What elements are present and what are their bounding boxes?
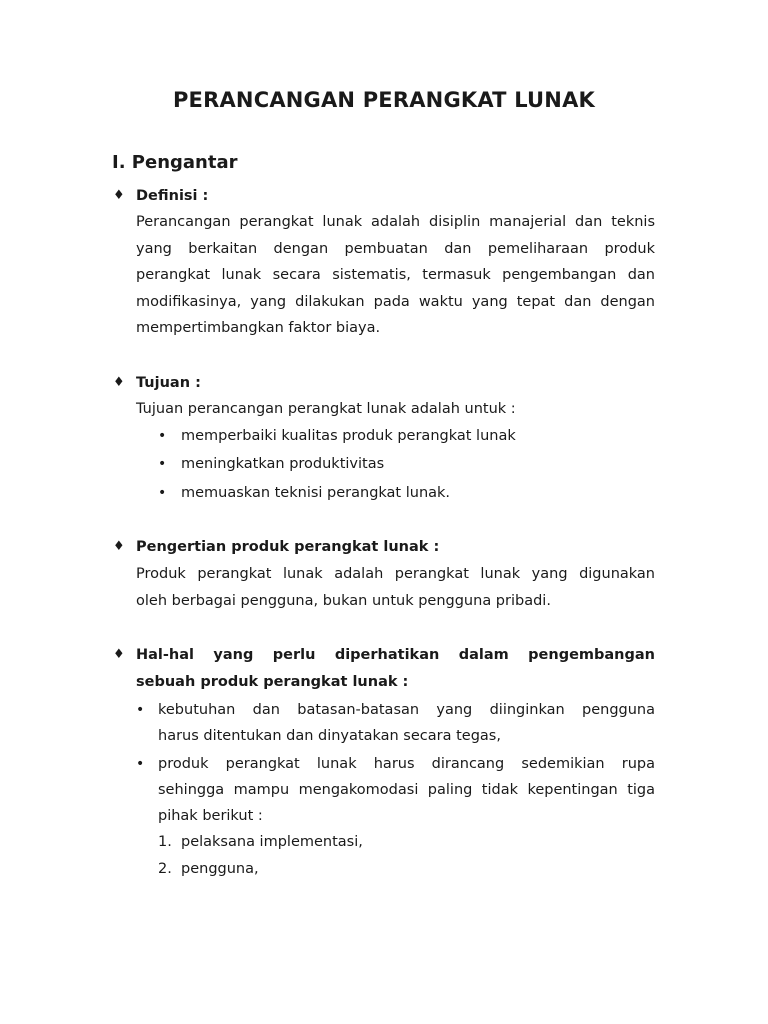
tujuan-intro: Tujuan perancangan perangkat lunak adalah untuk : xyxy=(136,401,516,417)
list-number: 2. xyxy=(158,861,172,877)
numbered-item: pelaksana implementasi, xyxy=(181,834,363,850)
list-number: 1. xyxy=(158,834,172,850)
document-title: PERANCANGAN PERANGKAT LUNAK xyxy=(172,88,596,112)
diamond-bullet-icon: ♦ xyxy=(113,188,125,203)
tujuan-item: memuaskan teknisi perangkat lunak. xyxy=(181,485,451,501)
definisi-line: Perancangan perangkat lunak adalah disiplin manajerial dan teknis xyxy=(136,214,655,230)
definisi-line: perangkat lunak secara sistematis, termasuk pengembangan dan xyxy=(136,267,655,283)
diamond-bullet-icon: ♦ xyxy=(113,539,125,554)
numbered-item: pengguna, xyxy=(181,861,259,877)
definisi-line: mempertimbangkan faktor biaya. xyxy=(136,320,381,336)
hal-item-line: sehingga mampu mengakomodasi paling tidak kepentingan tiga xyxy=(158,782,655,798)
definisi-line: yang berkaitan dengan pembuatan dan pemeliharaan produk xyxy=(136,241,655,257)
definisi-heading: Definisi : xyxy=(136,188,209,204)
pengertian-line: oleh berbagai pengguna, bukan untuk pengguna pribadi. xyxy=(136,593,551,609)
pengertian-heading: Pengertian produk perangkat lunak : xyxy=(136,539,440,555)
section-heading: I. Pengantar xyxy=(112,152,238,173)
hal-item-line: kebutuhan dan batasan-batasan yang diinginkan pengguna xyxy=(158,702,655,718)
diamond-bullet-icon: ♦ xyxy=(113,375,125,390)
definisi-line: modifikasinya, yang dilakukan pada waktu yang tepat dan dengan xyxy=(136,294,655,310)
tujuan-item: meningkatkan produktivitas xyxy=(181,456,385,472)
tujuan-heading: Tujuan : xyxy=(136,375,201,391)
hal-heading-line: Hal-hal yang perlu diperhatikan dalam pengembangan xyxy=(136,647,655,663)
hal-heading-line: sebuah produk perangkat lunak : xyxy=(136,674,409,690)
dot-bullet-icon: • xyxy=(136,756,145,772)
hal-item-line: pihak berikut : xyxy=(158,808,263,824)
tujuan-item: memperbaiki kualitas produk perangkat lunak xyxy=(181,428,516,444)
hal-item-line: harus ditentukan dan dinyatakan secara tegas, xyxy=(158,728,501,744)
dot-bullet-icon: • xyxy=(136,702,145,718)
hal-item-line: produk perangkat lunak harus dirancang sedemikian rupa xyxy=(158,756,655,772)
dot-bullet-icon: • xyxy=(158,428,167,444)
dot-bullet-icon: • xyxy=(158,456,167,472)
pengertian-line: Produk perangkat lunak adalah perangkat lunak yang digunakan xyxy=(136,566,655,582)
diamond-bullet-icon: ♦ xyxy=(113,647,125,662)
dot-bullet-icon: • xyxy=(158,485,167,501)
